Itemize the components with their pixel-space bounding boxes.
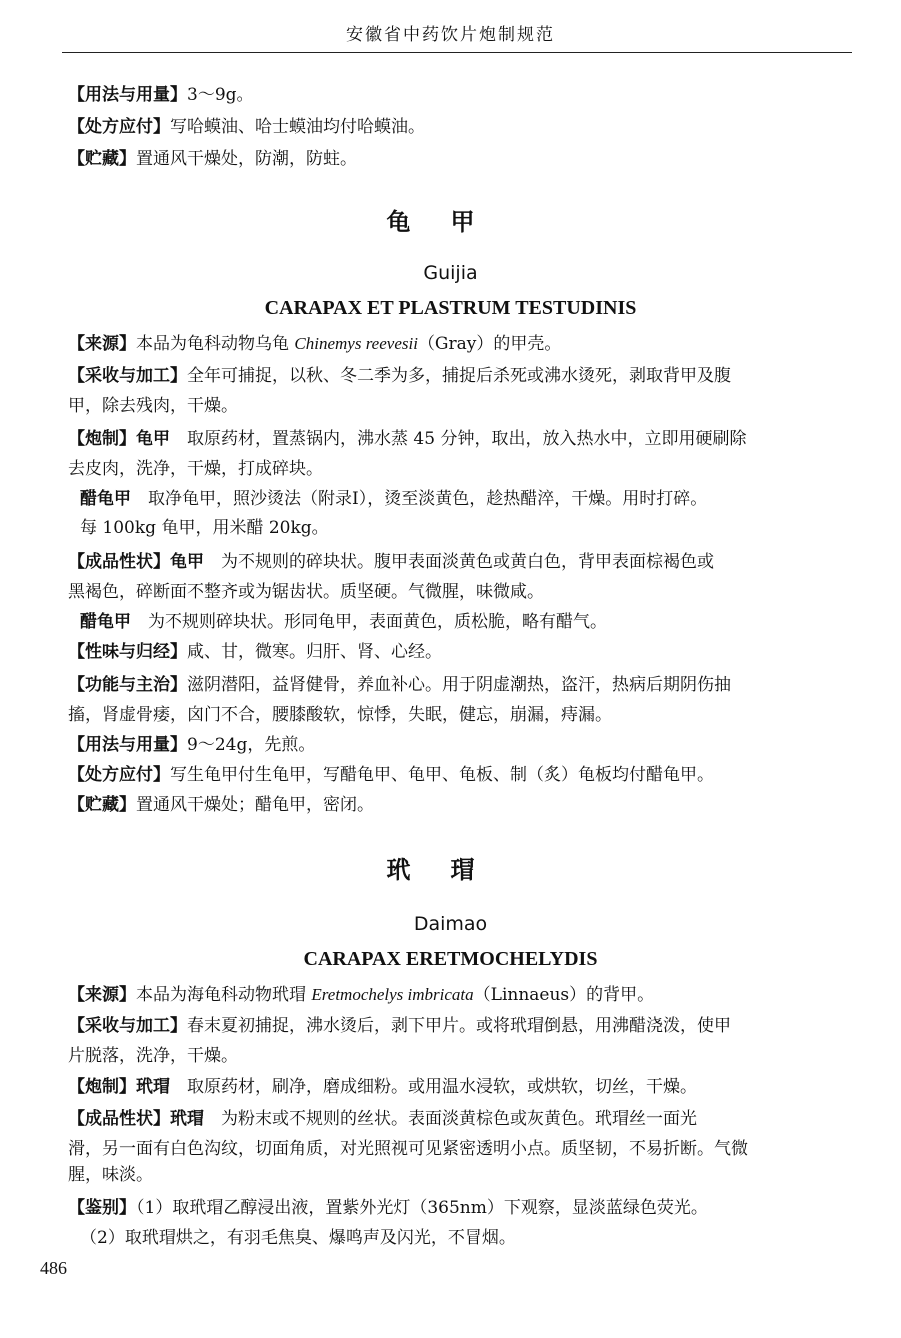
daimao-characteristics-cont: 滑，另一面有白色沟纹，切面角质，对光照视可见紧密透明小点。质坚韧，不易折断。气微	[68, 1139, 748, 1159]
daimao-characteristics-cont2: 腥，味淡。	[68, 1165, 153, 1185]
guijia-characteristics: 【成品性状】龟甲 为不规则的碎块状。腹甲表面淡黄色或黄白色，背甲表面棕褐色或	[68, 552, 714, 572]
guijia-function-cont: 搐，肾虚骨痿，囟门不合，腰膝酸软，惊悸，失眠，健忘，崩漏，痔漏。	[68, 705, 612, 725]
daimao-identification: 【鉴别】（1）取玳瑁乙醇浸出液，置紫外光灯（365nm）下观察，显淡蓝绿色荧光。	[68, 1198, 708, 1218]
daimao-characteristics: 【成品性状】玳瑁 为粉末或不规则的丝状。表面淡黄棕色或灰黄色。玳瑁丝一面光	[68, 1109, 697, 1129]
prev-storage: 【贮藏】置通风干燥处，防潮，防蛀。	[68, 149, 357, 169]
guijia-function: 【功能与主治】滋阴潜阳，益肾健骨，养血补心。用于阴虚潮热，盗汗，热病后期阴伤抽	[68, 675, 731, 695]
guijia-vinegar-ratio: 每 100kg 龟甲，用米醋 20kg。	[80, 518, 329, 538]
guijia-usage: 【用法与用量】9～24g，先煎。	[68, 735, 316, 755]
guijia-processing-cont: 去皮肉，洗净，干燥，打成碎块。	[68, 459, 323, 479]
guijia-taste: 【性味与归经】咸、甘，微寒。归肝、肾、心经。	[68, 642, 442, 662]
guijia-prescription: 【处方应付】写生龟甲付生龟甲，写醋龟甲、龟甲、龟板、制（炙）龟板均付醋龟甲。	[68, 765, 714, 785]
daimao-title: 玳瑁	[386, 856, 515, 884]
daimao-identification-2: （2）取玳瑁烘之，有羽毛焦臭、爆鸣声及闪光，不冒烟。	[80, 1228, 516, 1248]
guijia-harvest: 【采收与加工】全年可捕捉，以秋、冬二季为多，捕捉后杀死或沸水烫死，剥取背甲及腹	[68, 366, 731, 386]
guijia-latin-name: CARAPAX ET PLASTRUM TESTUDINIS	[264, 297, 637, 319]
guijia-pinyin: Guijia	[423, 262, 478, 284]
daimao-harvest-cont: 片脱落，洗净，干燥。	[68, 1046, 238, 1066]
daimao-source: 【来源】本品为海龟科动物玳瑁 Eretmochelys imbricata（Linnaeus）的背甲。	[68, 985, 655, 1005]
prev-usage: 【用法与用量】3～9g。	[68, 85, 254, 105]
prev-prescription: 【处方应付】写哈蟆油、哈士蟆油均付哈蟆油。	[68, 117, 425, 137]
guijia-harvest-cont: 甲，除去残肉，干燥。	[68, 396, 238, 416]
daimao-processing: 【炮制】玳瑁 取原药材，刷净，磨成细粉。或用温水浸软，或烘软，切丝，干燥。	[68, 1077, 697, 1097]
header-rule	[62, 52, 852, 53]
daimao-harvest: 【采收与加工】春末夏初捕捉，沸水烫后，剥下甲片。或将玳瑁倒悬，用沸醋浇泼，使甲	[68, 1016, 731, 1036]
daimao-pinyin: Daimao	[413, 913, 488, 935]
guijia-storage: 【贮藏】置通风干燥处；醋龟甲，密闭。	[68, 795, 374, 815]
guijia-vinegar-processing: 醋龟甲 取净龟甲，照沙烫法（附录Ⅰ），烫至淡黄色，趁热醋淬，干燥。用时打碎。	[80, 489, 708, 509]
guijia-processing: 【炮制】龟甲 取原药材，置蒸锅内，沸水蒸 45 分钟，取出，放入热水中，立即用硬刷除	[68, 429, 747, 449]
guijia-title: 龟甲	[386, 208, 515, 236]
daimao-latin-name: CARAPAX ERETMOCHELYDIS	[303, 948, 598, 970]
guijia-characteristics-cont: 黑褐色，碎断面不整齐或为锯齿状。质坚硬。气微腥，味微咸。	[68, 582, 544, 602]
page-number: 486	[40, 1258, 67, 1278]
guijia-source: 【来源】本品为龟科动物乌龟 Chinemys reevesii（Gray）的甲壳。	[68, 334, 562, 354]
guijia-vinegar-characteristics: 醋龟甲 为不规则碎块状。形同龟甲，表面黄色，质松脆，略有醋气。	[80, 612, 607, 632]
running-header: 安徽省中药饮片炮制规范	[346, 25, 555, 45]
